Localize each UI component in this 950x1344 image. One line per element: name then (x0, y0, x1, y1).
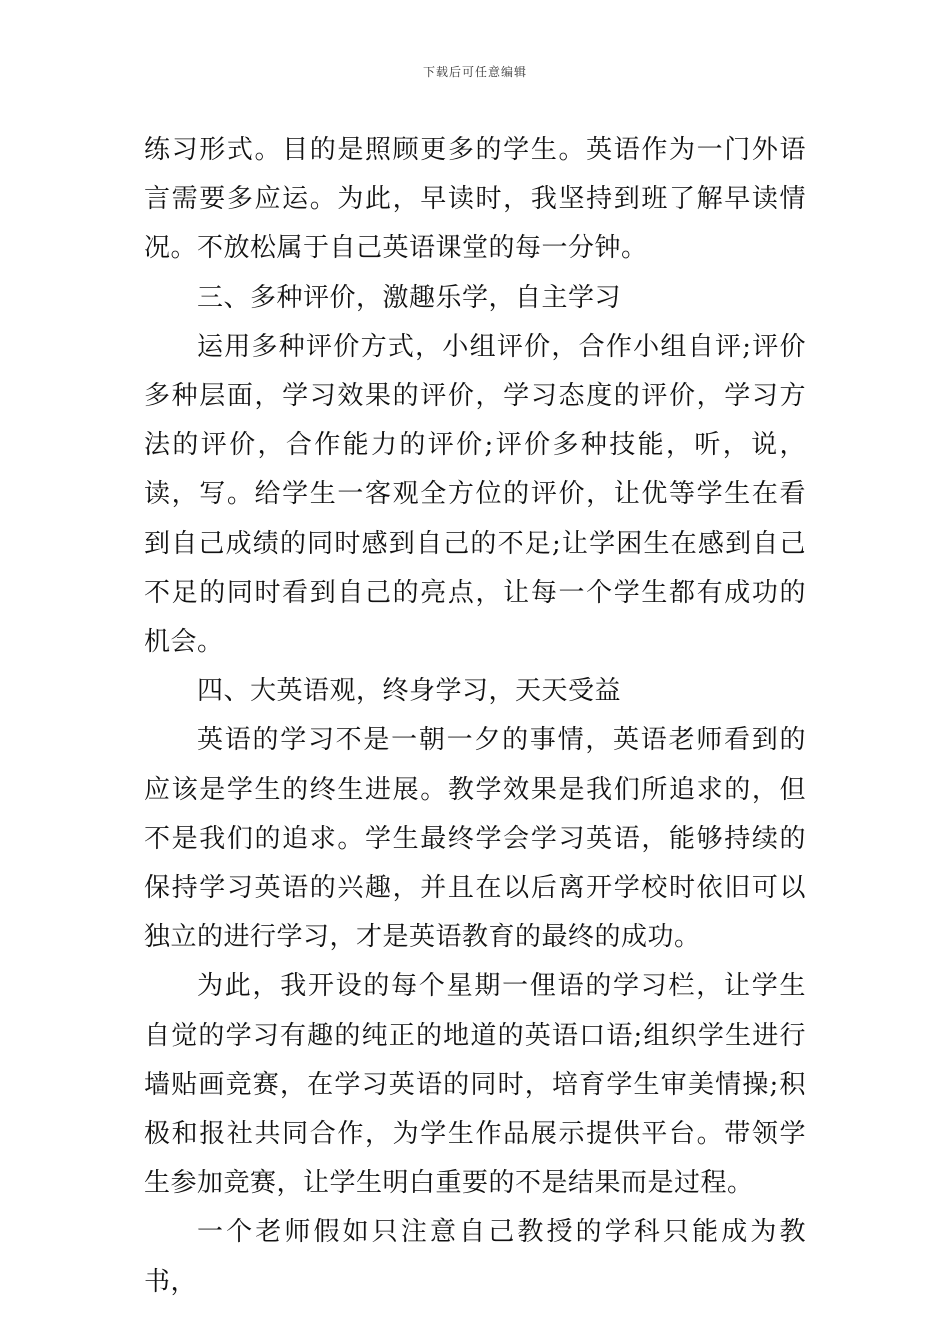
paragraph: 运用多种评价方式，小组评价，合作小组自评;评价多种层面，学习效果的评价，学习态度的评价，学习方法的评价，合作能力的评价;评价多种技能，听，说，读，写。给学生一客观全方位的评价，让优等学生在看到自己成绩的同时感到自己的不足;让学困生在感到自己不足的同时看到自己的亮点，让每一个学生都有成功的机会。 (144, 331, 806, 658)
paragraph: 练习形式。目的是照顾更多的学生。英语作为一门外语言需要多应运。为此，早读时，我坚持到班了解早读情况。不放松属于自己英语课堂的每一分钟。 (144, 135, 806, 264)
paragraph: 为此，我开设的每个星期一俚语的学习栏，让学生自觉的学习有趣的纯正的地道的英语口语;组织学生进行墙贴画竞赛，在学习英语的同时，培育学生审美情操;积极和报社共同合作，为学生作品展示提供平台。带领学生参加竞赛，让学生明白重要的不是结果而是过程。 (144, 971, 806, 1199)
paragraph: 一个老师假如只注意自己教授的学科只能成为教书， (144, 1217, 806, 1297)
document-body (144, 126, 806, 1307)
section-heading: 三、多种评价，激趣乐学，自主学习 (197, 282, 622, 313)
paragraph: 英语的学习不是一朝一夕的事情，英语老师看到的应该是学生的终生进展。教学效果是我们所追求的，但不是我们的追求。学生最终学会学习英语，能够持续的保持学习英语的兴趣，并且在以后离开学校时依旧可以独立的进行学习，才是英语教育的最终的成功。 (144, 725, 806, 953)
page-header: 下载后可任意编辑 (422, 65, 527, 79)
section-heading: 四、大英语观，终身学习，天天受益 (197, 676, 622, 707)
